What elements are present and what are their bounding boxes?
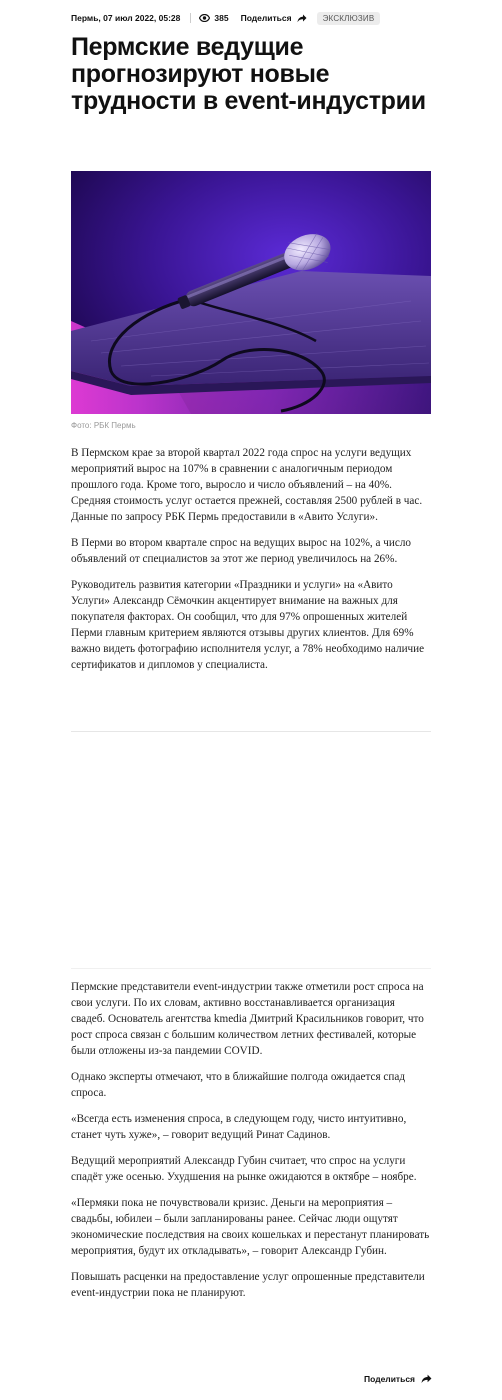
microphone-image [71, 171, 431, 414]
paragraph: «Пермяки пока не почувствовали кризис. Деньги на мероприятия – свадьбы, юбилеи – были запланированы ранее. Сейчас люди ощутят экономические последствия на своих кошельках и перестанут планировать мероприятия, будут их откладывать», – говорит Александр Губин. [71, 1197, 430, 1257]
publish-date: Пермь, 07 июл 2022, 05:28 [71, 13, 181, 23]
article-photo [71, 171, 431, 414]
share-arrow-icon [421, 1374, 432, 1384]
paragraph: «Всегда есть изменения спроса, в следующем году, чисто интуитивно, станет чуть хуже», – говорит ведущий Ринат Садинов. [71, 1113, 407, 1141]
article-title: Пермские ведущие прогнозируют новые трудности в event-индустрии [71, 33, 426, 115]
paragraph: В Перми во втором квартале спрос на ведущих вырос на 102%, а число объявлений от специалистов за этот же период увеличилось на 26%. [71, 537, 412, 565]
exclusive-badge[interactable]: ЭКСКЛЮЗИВ [317, 12, 381, 25]
share-button[interactable] [241, 13, 307, 23]
share-button-bottom[interactable] [364, 1374, 432, 1384]
paragraph: Ведущий мероприятий Александр Губин считает, что спрос на услуги спадёт уже осенью. Ухудшения на рынке ожидаются в октябре – ноябре. [71, 1155, 417, 1183]
view-count [199, 13, 228, 23]
divider [71, 731, 431, 732]
paragraph: Пермские представители event-индустрии также отметили рост спроса на свои услуги. По их словам, активно восстанавливается организация свадеб. Основатель агентства kmedia Дмитрий Красильников говорит, что рост спроса связан с большим количеством летних фестивалей, которые были отложены из-за пандемии COVID. [71, 981, 424, 1057]
paragraph: В Пермском крае за второй квартал 2022 года спрос на услуги ведущих мероприятий вырос на 107% в сравнении с аналогичным периодом прошлого года. Кроме того, выросло и число объявлений – на 40%. Средняя стоимость услуг остается прежней, составляя 2500 рублей в час. Данные по запросу РБК Пермь предоставили в «Авито Услуги». [71, 447, 423, 523]
article-body-top [71, 445, 431, 683]
photo-caption: Фото: РБК Пермь [71, 421, 136, 430]
share-label: Поделиться [364, 1374, 416, 1384]
paragraph: Однако эксперты отмечают, что в ближайшие полгода ожидается спад спроса. [71, 1071, 406, 1099]
paragraph: Руководитель развития категории «Праздники и услуги» на «Авито Услуги» Александр Сёмочкин акцентирует внимание на важных для покупателя факторах. Он сообщил, что для 97% опрошенных жителей Перми главным критерием являются отзывы других клиентов. Для 69% важно видеть фотографию исполнителя услуг, а 78% необходимо наличие сертификатов и дипломов у специалиста. [71, 579, 425, 671]
view-count-value: 385 [214, 13, 229, 23]
eye-icon [199, 14, 210, 22]
share-label: Поделиться [240, 13, 292, 23]
divider [71, 968, 431, 969]
article-meta [71, 8, 431, 28]
article-body-bottom [71, 979, 431, 1311]
share-arrow-icon [297, 14, 307, 23]
meta-divider [190, 13, 191, 23]
paragraph: Повышать расценки на предоставление услуг опрошенные представители event-индустрии пока не планируют. [71, 1271, 425, 1299]
